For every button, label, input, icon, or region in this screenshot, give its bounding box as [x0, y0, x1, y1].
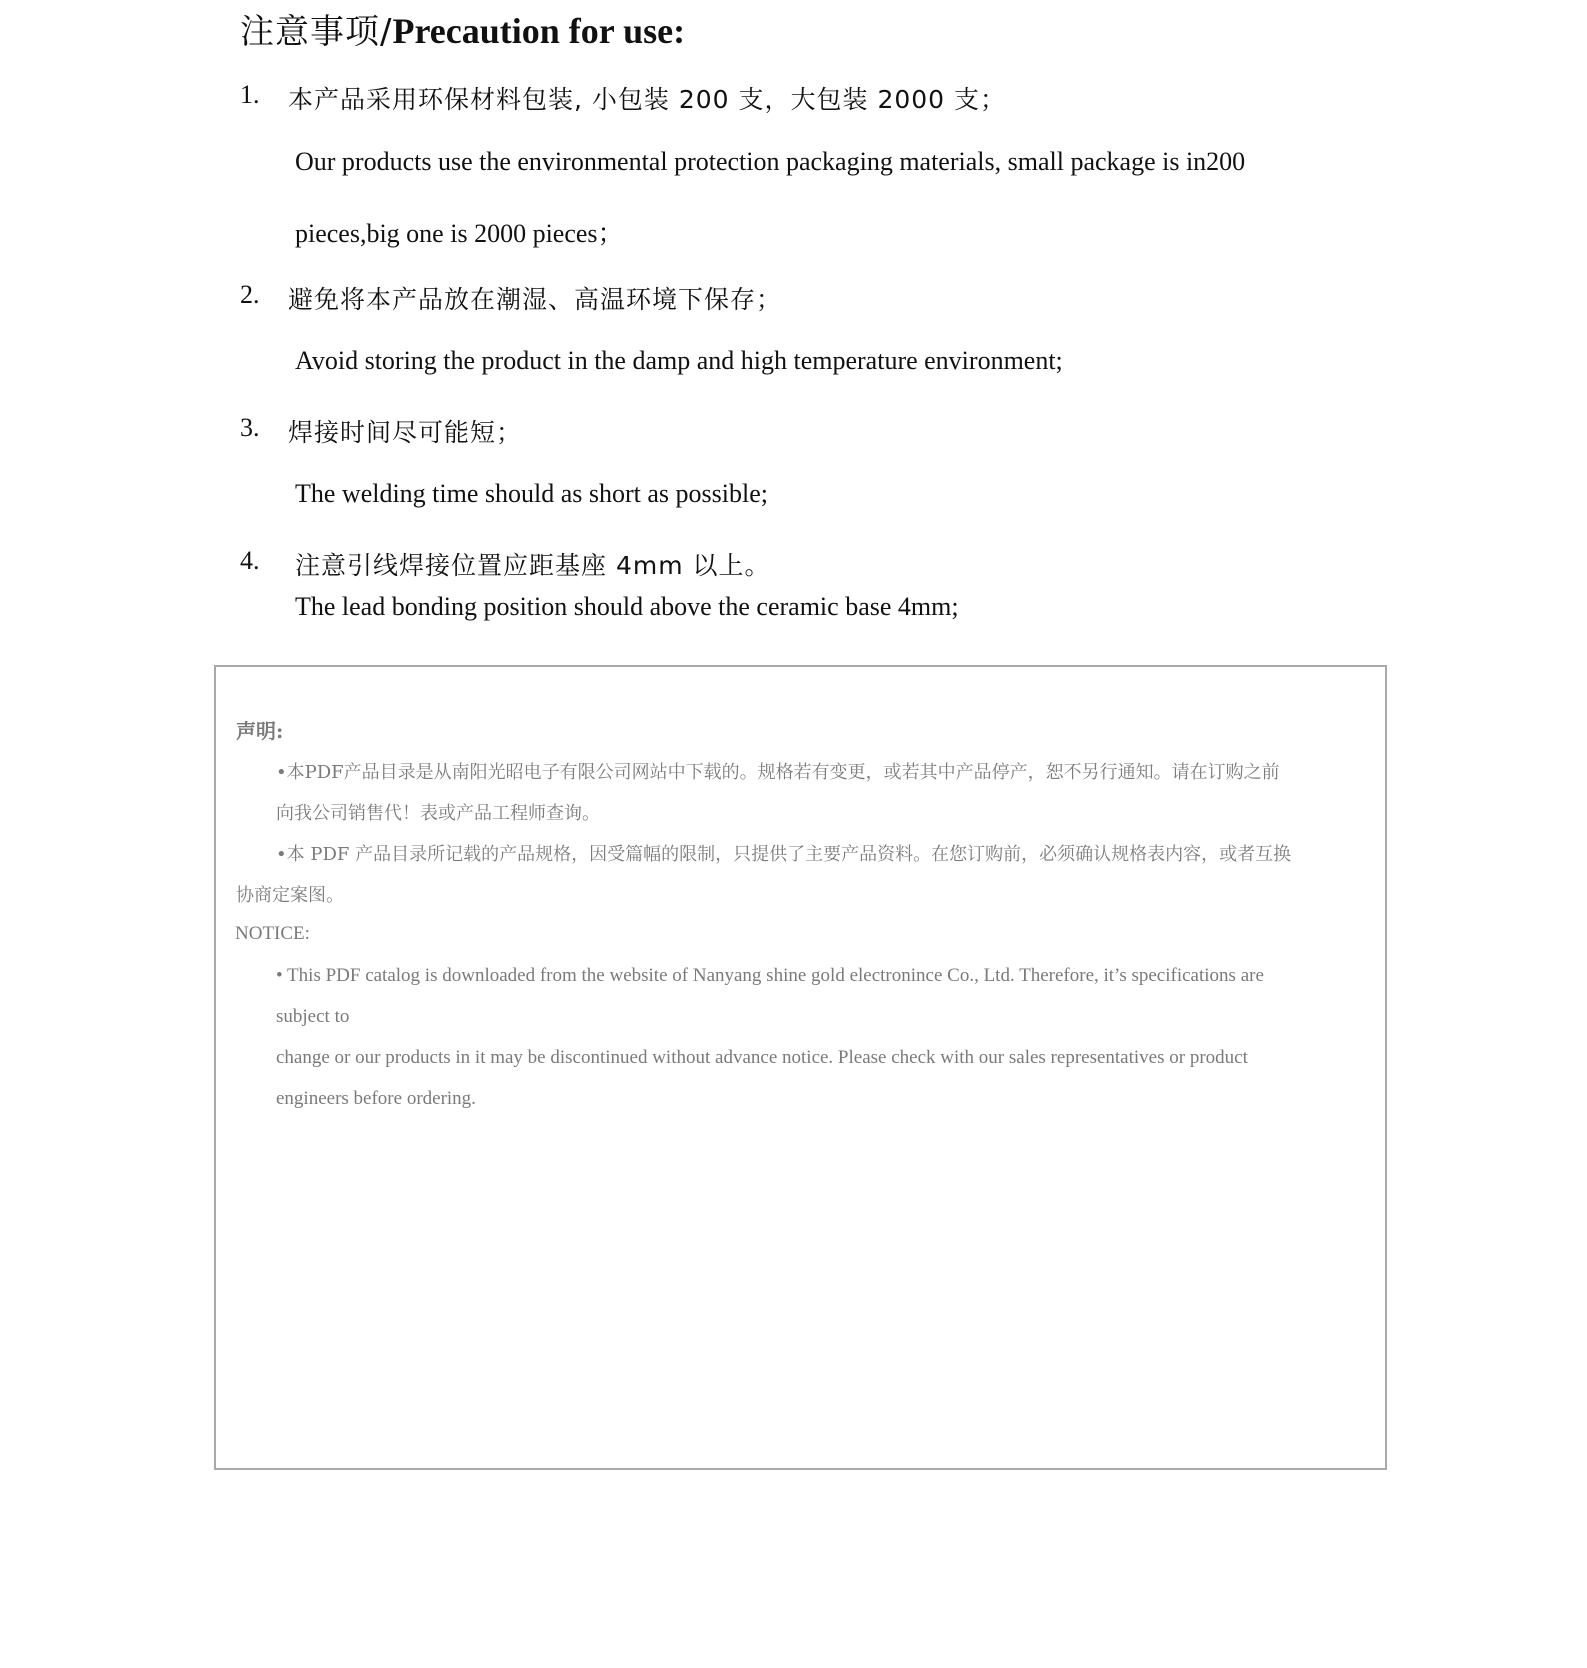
item-en-text: Avoid storing the product in the damp and high temperature environment;	[295, 346, 1063, 375]
page-title	[240, 4, 685, 53]
notice-cn-line: 向我公司销售代！表或产品工程师查询。	[276, 803, 600, 824]
title-en: Precaution for use:	[392, 11, 686, 51]
item-cn-text: 避免将本产品放在潮湿、高温环境下保存；	[288, 285, 783, 314]
item-cn-text: 焊接时间尽可能短；	[288, 418, 523, 447]
notice-en-line: engineers before ordering.	[276, 1088, 476, 1109]
notice-en-line: • This PDF catalog is downloaded from the website of Nanyang shine gold electronince Co., Ltd. Therefore, it’s specifications are	[276, 965, 1264, 986]
notice-cn-line: 协商定案图。	[236, 885, 344, 906]
item-en-text: Our products use the environmental protection packaging materials, small package is in200	[295, 147, 1246, 176]
notice-en-line: subject to	[276, 1006, 350, 1027]
title-cn: 注意事项/	[240, 12, 393, 52]
notice-cn-line: •本 PDF 产品目录所记载的产品规格，因受篇幅的限制，只提供了主要产品资料。在您订购前，必须确认规格表内容，或者互换	[276, 844, 1292, 865]
item-en-text: pieces,big one is 2000 pieces；	[295, 219, 624, 248]
item-number: 4.	[240, 546, 260, 575]
notice-heading-cn: 声明:	[236, 719, 284, 743]
item-number: 1.	[240, 80, 260, 109]
item-en-text: The welding time should as short as possible;	[295, 479, 769, 508]
notice-box	[214, 665, 1387, 1470]
notice-heading-en: NOTICE:	[235, 923, 310, 944]
item-cn-text: 本产品采用环保材料包装, 小包装 200 支，大包装 2000 支；	[288, 85, 1007, 114]
item-number: 3.	[240, 413, 260, 442]
item-cn-text: 注意引线焊接位置应距基座 4mm 以上。	[295, 551, 771, 580]
notice-cn-line: •本PDF产品目录是从南阳光昭电子有限公司网站中下载的。规格若有变更，或若其中产品停产，恕不另行通知。请在订购之前	[276, 762, 1280, 783]
item-en-text: The lead bonding position should above the ceramic base 4mm;	[295, 592, 959, 621]
notice-en-line: change or our products in it may be discontinued without advance notice. Please check with our sales representatives or product	[276, 1047, 1248, 1068]
item-number: 2.	[240, 280, 260, 309]
